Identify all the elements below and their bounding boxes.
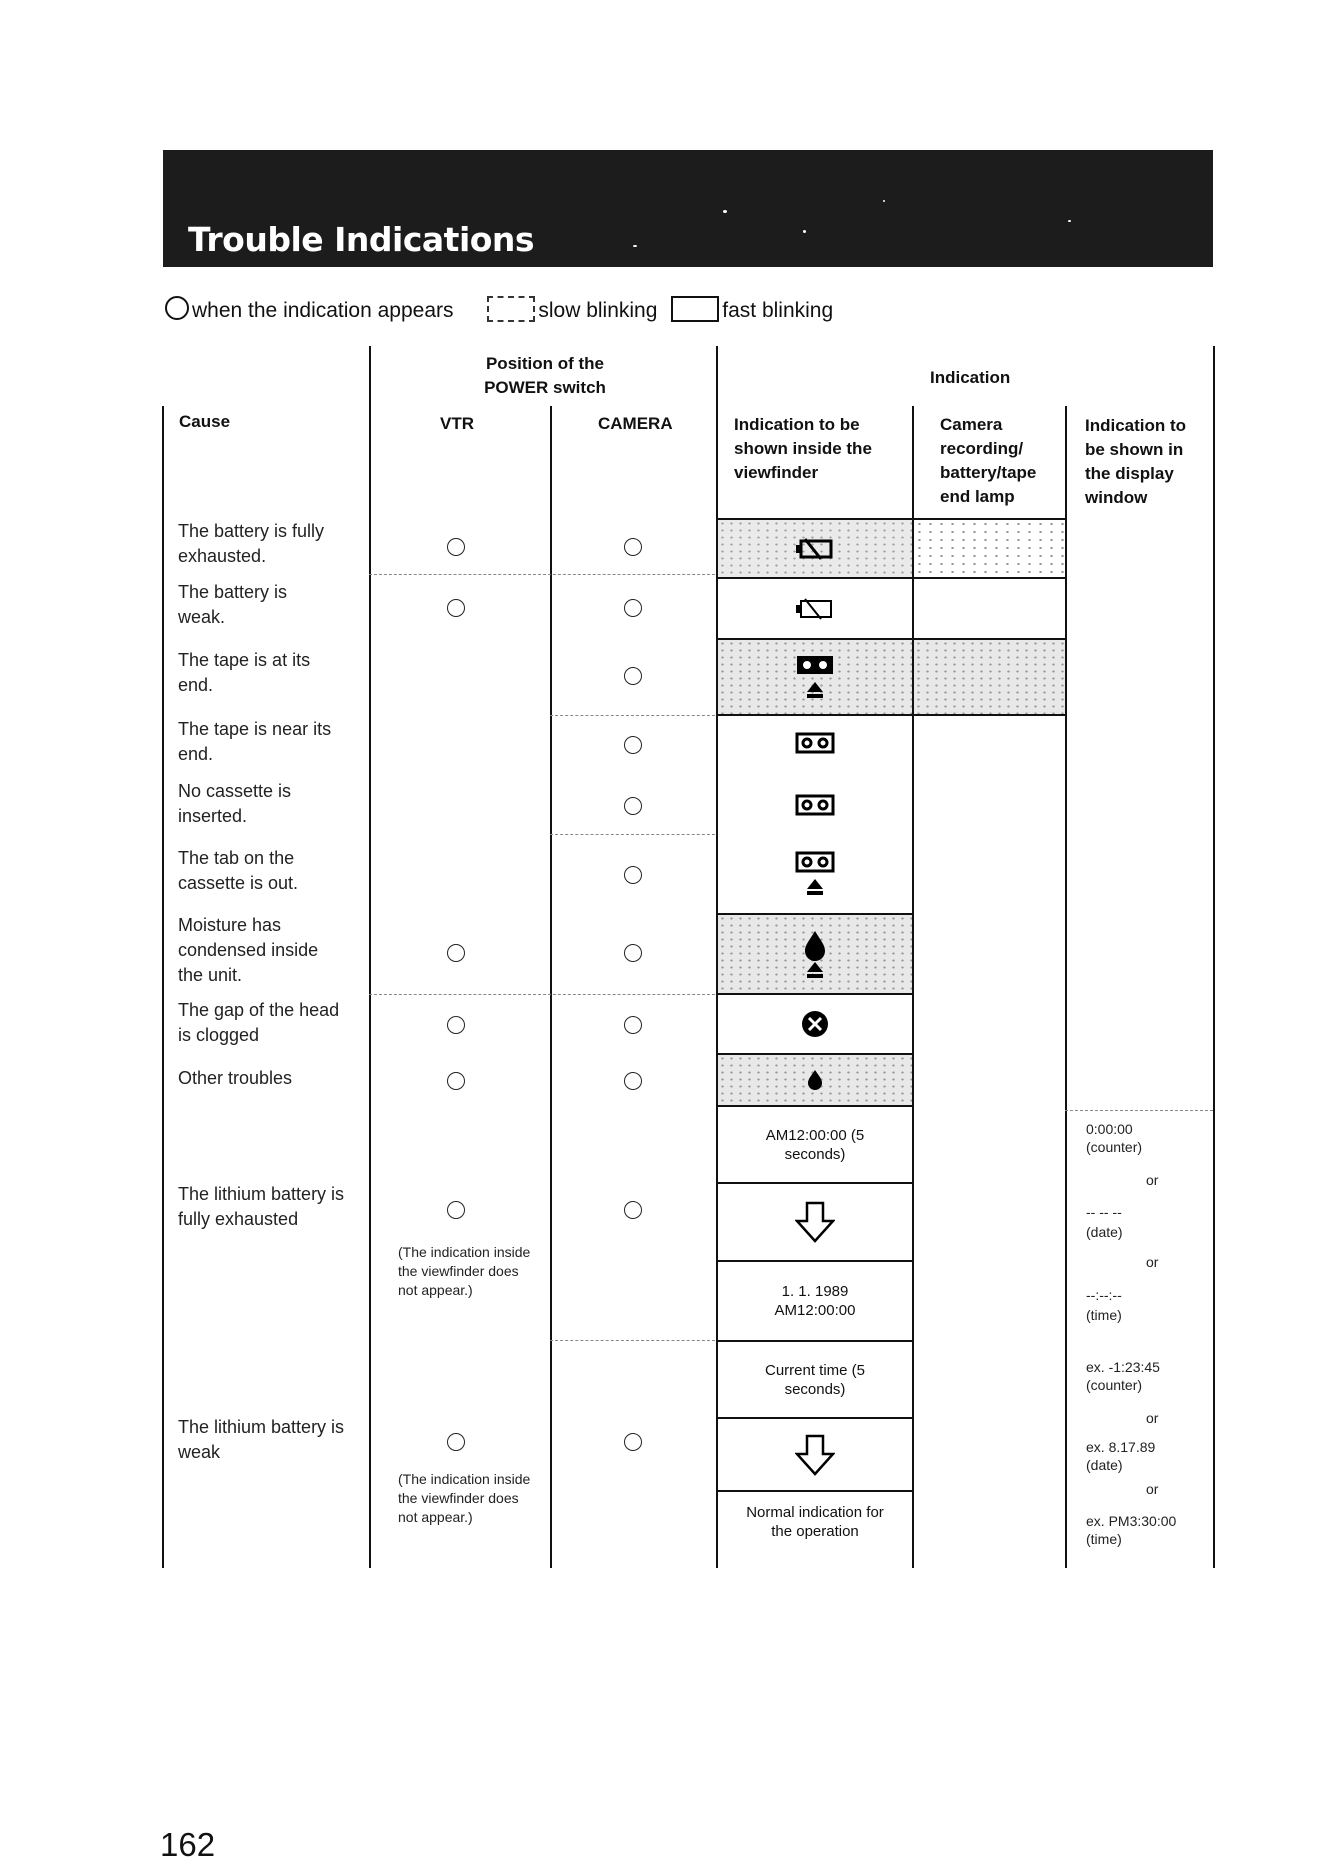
vtr-circle-icon xyxy=(447,1072,465,1090)
down-arrow-icon xyxy=(718,1184,912,1260)
column-divider xyxy=(1065,406,1067,1568)
moisture-eject-icon xyxy=(718,915,912,993)
camera-circle-icon xyxy=(624,797,642,815)
vf-default-date: 1. 1. 1989 AM12:00:00 xyxy=(774,1283,856,1319)
cause-text: The lithium battery is fully exhausted xyxy=(178,1184,345,1229)
or-text: or xyxy=(1146,1481,1159,1497)
camera-circle-icon xyxy=(624,736,642,754)
header-lamp: Camera recording/ battery/tape end lamp xyxy=(940,415,1037,506)
vf-normal: Normal indication for the operation xyxy=(746,1504,884,1540)
cause-text: No cassette is inserted. xyxy=(178,781,292,826)
cause-text: The tape is at its end. xyxy=(178,650,311,695)
battery-icon xyxy=(718,520,912,577)
circle-icon xyxy=(165,296,189,320)
legend-appears: when the indication appears xyxy=(192,299,454,322)
display-time-example: ex. PM3:30:00 (time) xyxy=(1086,1513,1177,1547)
vtr-circle-icon xyxy=(447,1201,465,1219)
display-time: --:--:-- xyxy=(1086,1287,1122,1303)
display-date-label: (date) xyxy=(1086,1224,1123,1240)
cassette-icon xyxy=(718,778,912,832)
vf-initial-time: AM12:00:00 (5 seconds) xyxy=(765,1126,865,1163)
fast-blink-shading xyxy=(914,640,1065,714)
header-position: Position of the POWER switch xyxy=(484,354,606,397)
column-divider xyxy=(912,406,914,1568)
cause-text: The gap of the head is clogged xyxy=(178,1000,340,1045)
camera-circle-icon xyxy=(624,538,642,556)
header-camera: CAMERA xyxy=(598,414,673,433)
page-number: 162 xyxy=(160,1826,216,1863)
cause-text: The tab on the cassette is out. xyxy=(178,848,299,893)
display-counter: 0:00:00 (counter) xyxy=(1086,1121,1143,1155)
display-time-label: (time) xyxy=(1086,1307,1122,1323)
cause-text: The battery is fully exhausted. xyxy=(178,521,325,566)
down-arrow-icon xyxy=(718,1419,912,1490)
cause-text: The lithium battery is weak xyxy=(178,1417,345,1462)
row-separator xyxy=(1065,1110,1213,1111)
column-divider xyxy=(369,346,371,1568)
header-indication: Indication xyxy=(930,368,1011,387)
cause-text: Other troubles xyxy=(178,1068,293,1088)
warning-icon xyxy=(718,1055,912,1105)
header-cause: Cause xyxy=(179,412,231,431)
row-separator xyxy=(550,715,715,716)
cassette-icon xyxy=(718,716,912,770)
camera-circle-icon xyxy=(624,866,642,884)
head-clog-icon xyxy=(718,995,912,1053)
page-title: Trouble Indications xyxy=(188,220,535,259)
display-counter-example: ex. -1:23:45 (counter) xyxy=(1086,1359,1160,1393)
slow-blink-shading xyxy=(914,520,1065,577)
display-date-example: ex. 8.17.89 (date) xyxy=(1086,1439,1156,1473)
camera-circle-icon xyxy=(624,667,642,685)
cassette-eject-icon xyxy=(718,836,912,912)
vf-current-time: Current time (5 seconds) xyxy=(764,1361,866,1398)
row-separator xyxy=(550,1340,715,1341)
display-date: -- -- -- xyxy=(1086,1204,1122,1220)
camera-circle-icon xyxy=(624,599,642,617)
battery-icon xyxy=(718,579,912,638)
vtr-circle-icon xyxy=(447,1433,465,1451)
vtr-circle-icon xyxy=(447,538,465,556)
vtr-circle-icon xyxy=(447,944,465,962)
camera-circle-icon xyxy=(624,1201,642,1219)
legend-fast: fast blinking xyxy=(722,299,834,322)
camera-circle-icon xyxy=(624,1433,642,1451)
camera-circle-icon xyxy=(624,944,642,962)
vtr-circle-icon xyxy=(447,599,465,617)
table-border-left xyxy=(162,406,164,1568)
cause-text: The tape is near its end. xyxy=(178,719,332,764)
camera-circle-icon xyxy=(624,1072,642,1090)
or-text: or xyxy=(1146,1410,1159,1426)
vtr-circle-icon xyxy=(447,1016,465,1034)
row-separator xyxy=(369,994,715,995)
row-separator xyxy=(369,574,715,575)
column-divider xyxy=(550,406,552,1568)
cause-text: The battery is weak. xyxy=(178,582,288,627)
header-viewfinder: Indication to be shown inside the viewfinder xyxy=(734,415,872,482)
or-text: or xyxy=(1146,1172,1159,1188)
row-separator xyxy=(550,834,715,835)
cassette-eject-icon xyxy=(718,640,912,714)
legend xyxy=(165,296,833,323)
table-border-right xyxy=(1213,346,1215,1568)
note-text: (The indication inside the viewfinder does not appear.) xyxy=(398,1471,531,1525)
legend-slow: slow blinking xyxy=(538,299,658,322)
slow-blink-box-icon xyxy=(487,296,535,322)
fast-blink-box-icon xyxy=(671,296,719,322)
note-text: (The indication inside the viewfinder does not appear.) xyxy=(398,1244,531,1298)
header-vtr: VTR xyxy=(440,414,474,433)
or-text: or xyxy=(1146,1254,1159,1270)
header-display: Indication to be shown in the display window xyxy=(1085,416,1187,507)
camera-circle-icon xyxy=(624,1016,642,1034)
cause-text: Moisture has condensed inside the unit. xyxy=(178,915,319,985)
